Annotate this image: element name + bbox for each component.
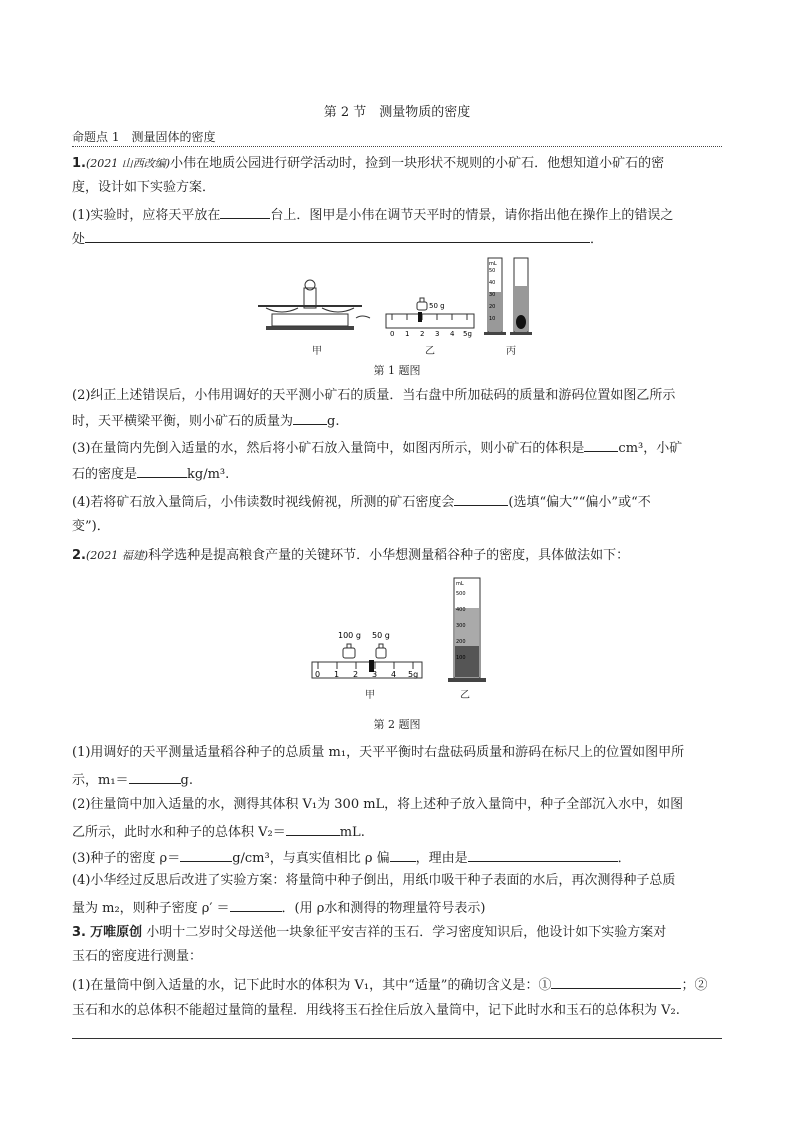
svg-text:300: 300 xyxy=(456,623,466,629)
svg-text:3: 3 xyxy=(372,670,378,679)
scale-tick: 3 xyxy=(435,330,440,338)
svg-text:10: 10 xyxy=(489,316,496,322)
answer-blank[interactable] xyxy=(286,822,340,836)
weight-label: 50 g xyxy=(429,302,445,310)
svg-text:20: 20 xyxy=(489,304,496,310)
q3-number: 3. xyxy=(72,925,86,940)
scale-tick: 1 xyxy=(405,330,410,338)
svg-text:40: 40 xyxy=(489,280,496,286)
fig2-caption: 第 2 题图 xyxy=(373,718,421,731)
q2-line-2: (1)用调好的天平测量适量稻谷种子的总质量 m₁，天平平衡时右盘砝码质量和游码在标尺上的位置如图甲所 xyxy=(72,745,685,760)
graduated-cylinders xyxy=(484,258,532,335)
graduated-cylinder-2 xyxy=(448,578,486,682)
scale-tick: 2 xyxy=(420,330,425,338)
scale-tick: 5g xyxy=(463,330,472,338)
svg-text:0: 0 xyxy=(315,670,321,679)
svg-text:1: 1 xyxy=(334,670,340,679)
svg-text:mL: mL xyxy=(456,581,464,587)
answer-blank[interactable] xyxy=(129,770,181,784)
q3-line-1: 3. 万唯原创 小明十二岁时父母送他一块象征平安吉祥的玉石．学习密度知识后，他设计如下实验方案对 xyxy=(72,925,667,940)
svg-text:30: 30 xyxy=(489,292,496,298)
q3-tag: 万唯原创 xyxy=(90,925,143,940)
svg-text:100: 100 xyxy=(456,655,466,661)
rider-scale xyxy=(386,298,474,338)
svg-text:mL: mL xyxy=(489,261,497,267)
bottom-rule xyxy=(72,1038,722,1039)
scale-tick: 4 xyxy=(450,330,455,338)
q1-line-3: (1)实验时，应将天平放在 台上．图甲是小伟在调节天平时的情景，请你指出他在操作上的错误之 xyxy=(72,205,673,224)
rider-marker xyxy=(418,312,422,322)
q1-line-1: 1.(2021 山西改编)小伟在地质公园进行研学活动时，捡到一块形状不规则的小矿石．他想知道小矿石的密 xyxy=(72,156,665,171)
q2-line-6: (3)种子的密度 ρ＝ g/cm³，与真实值相比 ρ 偏 ，理由是 ． xyxy=(72,848,631,867)
svg-text:50 g: 50 g xyxy=(372,631,390,640)
answer-blank[interactable] xyxy=(468,848,618,862)
weight-icon xyxy=(376,648,386,658)
svg-text:200: 200 xyxy=(456,639,466,645)
q1-line-10: 变”)． xyxy=(72,519,110,534)
scale-tick: 0 xyxy=(390,330,395,338)
fig1-label-jia: 甲 xyxy=(312,346,322,357)
q1-line-9: (4)若将矿石放入量筒后，小伟读数时视线俯视，所测的矿石密度会 (选填“偏大”“偏小”或“不 xyxy=(72,492,651,511)
q2-line-5: 乙所示，此时水和种子的总体积 V₂＝ mL. xyxy=(72,822,365,841)
svg-text:5g: 5g xyxy=(408,670,419,679)
weight-icon xyxy=(417,302,427,310)
answer-blank[interactable] xyxy=(454,492,508,506)
fig1-label-bing: 丙 xyxy=(506,346,516,357)
answer-blank[interactable] xyxy=(293,411,327,425)
fig2-label-yi: 乙 xyxy=(460,690,470,701)
svg-text:400: 400 xyxy=(456,607,466,613)
answer-blank[interactable] xyxy=(220,205,270,219)
answer-blank[interactable] xyxy=(180,848,232,862)
q2-line-4: (2)往量筒中加入适量的水，测得其体积 V₁为 300 mL，将上述种子放入量筒中，种子全部沉入水中，如图 xyxy=(72,797,684,812)
answer-blank[interactable] xyxy=(551,975,681,989)
q2-number: 2. xyxy=(72,548,86,563)
q1-line-5: (2)纠正上述错误后，小伟用调好的天平测小矿石的质量．当右盘中所加砝码的质量和游码位置如图乙所示 xyxy=(72,388,676,403)
q3-line-4: 玉石和水的总体积不能超过量筒的量程．用线将玉石拴住后放入量筒中，记下此时水和玉石的总体积为 V₂. xyxy=(72,1003,680,1018)
figure-2 xyxy=(308,574,488,686)
svg-text:500: 500 xyxy=(456,591,466,597)
figure-1 xyxy=(252,252,542,342)
q1-line-8: 石的密度是 kg/m³. xyxy=(72,464,229,483)
q2-line-3: 示，m₁＝ g. xyxy=(72,770,193,789)
svg-text:50: 50 xyxy=(489,268,496,274)
q1-line-6: 时，天平横梁平衡，则小矿石的质量为 g. xyxy=(72,411,339,430)
answer-blank[interactable] xyxy=(584,438,618,452)
answer-blank[interactable] xyxy=(137,464,187,478)
q1-source: (2021 山西改编) xyxy=(85,157,171,170)
answer-blank[interactable] xyxy=(230,898,282,912)
rock-icon xyxy=(516,315,526,329)
q1-line-2: 度，设计如下实验方案． xyxy=(72,180,216,195)
q1-number: 1. xyxy=(72,156,86,171)
fig1-caption: 第 1 题图 xyxy=(373,364,421,377)
fig1-label-yi: 乙 xyxy=(425,346,435,357)
q2-line-8: 量为 m₂，则种子密度 ρ′ ＝ ．(用 ρ水和测得的物理量符号表示) xyxy=(72,898,485,917)
q2-source: (2021 福建) xyxy=(85,549,149,562)
svg-text:4: 4 xyxy=(391,670,397,679)
fig2-label-jia: 甲 xyxy=(365,690,375,701)
seeds-icon xyxy=(455,646,479,677)
answer-blank[interactable] xyxy=(390,848,416,862)
section-heading: 命题点 1 测量固体的密度 xyxy=(72,128,722,147)
q2-line-1: 2.(2021 福建)科学选种是提高粮食产量的关键环节．小华想测量稻谷种子的密度，具体做法如下： xyxy=(72,548,630,563)
answer-blank[interactable] xyxy=(85,229,590,243)
q3-line-2: 玉石的密度进行测量： xyxy=(72,949,203,964)
q1-line-7: (3)在量筒内先倒入适量的水，然后将小矿石放入量筒中，如图丙所示，则小矿石的体积是 cm³，小矿 xyxy=(72,438,682,457)
q2-line-7: (4)小华经过反思后改进了实验方案：将量筒中种子倒出，用纸巾吸干种子表面的水后，再次测得种子总质 xyxy=(72,873,676,888)
q3-line-3: (1)在量筒中倒入适量的水，记下此时水的体积为 V₁，其中“适量”的确切含义是：① ；② xyxy=(72,975,707,994)
page-title: 第 2 节 测量物质的密度 xyxy=(323,105,471,120)
svg-text:2: 2 xyxy=(353,670,359,679)
rider-scale-2 xyxy=(312,631,422,679)
q1-line-4: 处 ． xyxy=(72,229,603,248)
svg-text:100 g: 100 g xyxy=(338,631,361,640)
weight-icon xyxy=(343,648,355,658)
balance-diagram xyxy=(258,280,370,330)
